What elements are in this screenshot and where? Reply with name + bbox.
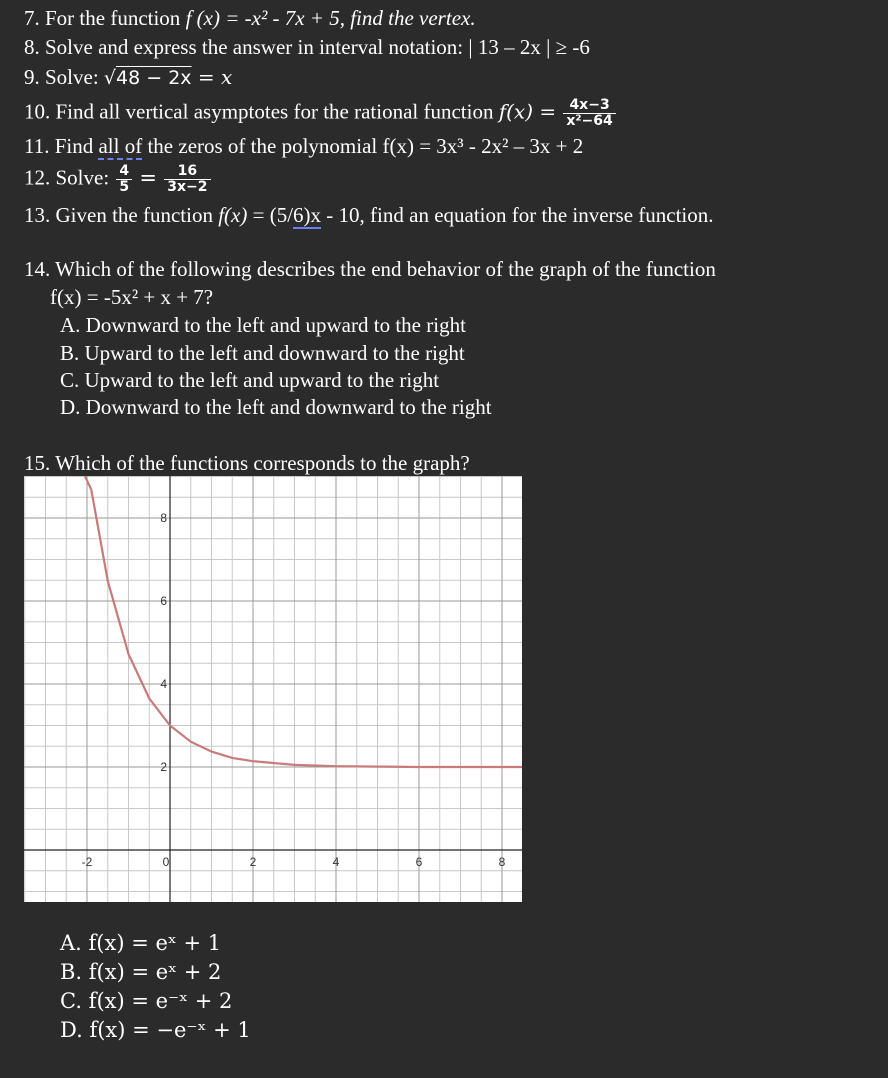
q12-rhs-den: 3x−2 (167, 179, 208, 195)
q10-text: 10. Find all vertical asymptotes for the rational function (24, 99, 499, 124)
q14-option-c (60, 367, 439, 393)
q9-prefix: 9. Solve: (24, 65, 104, 89)
q15-option-a (60, 930, 221, 956)
q15-option-d (60, 1017, 251, 1043)
question-12 (24, 164, 213, 195)
q10-numerator: 4x−3 (563, 98, 615, 114)
q13-mid: = (5/ (247, 203, 294, 227)
q12-lhs-num: 4 (116, 164, 132, 180)
q10-denominator: x²−64 (566, 113, 613, 129)
q15-option-a-text: A. f(x) = eˣ + 1 (60, 931, 222, 955)
q14-function: f(x) = -5x² + x + 7? (50, 285, 214, 309)
q14-option-b-text: B. Upward to the left and downward to the right (60, 341, 465, 365)
q15-option-b-text: B. f(x) = eˣ + 2 (60, 960, 222, 984)
q14-option-b (60, 340, 465, 366)
y-tick-label: 2 (160, 760, 167, 774)
q12-rhs-num: 16 (164, 164, 210, 180)
q15-option-c-text: C. f(x) = e⁻ˣ + 2 (60, 989, 233, 1013)
q11-prefix: 11. Find (24, 134, 99, 158)
q12-lhs-fraction (116, 164, 132, 195)
q9-radical: √48 − 2x (103, 67, 192, 89)
q12-equals: = (139, 165, 158, 190)
q10-fraction (563, 98, 615, 129)
q14-option-c-text: C. Upward to the left and upward to the right (60, 368, 440, 392)
curve-extension-top (85, 476, 91, 489)
question-8 (24, 34, 590, 60)
q13-suffix: - 10, find an equation for the inverse function. (321, 203, 714, 227)
q8-text: 8. Solve and express the answer in interval notation: | 13 – 2x | ≥ -6 (24, 35, 590, 59)
x-tick-label: 8 (498, 855, 506, 869)
graph-svg (24, 476, 522, 902)
q15-option-b (60, 959, 221, 985)
q14-option-d-text: D. Downward to the left and downward to the right (60, 395, 492, 419)
q12-lhs-den: 5 (119, 179, 130, 195)
q13-function: f(x) (218, 203, 248, 227)
question-7 (24, 5, 476, 31)
q11-suffix: the zeros of the polynomial f(x) = 3x³ - 2x² – 3x + 2 (142, 134, 584, 158)
question-13 (24, 202, 714, 228)
x-tick-label: 6 (415, 855, 423, 869)
x-tick-label: 4 (332, 855, 340, 869)
q13-prefix: 13. Given the function (24, 203, 219, 227)
q7-text: 7. For the function (24, 6, 186, 30)
function-graph (24, 476, 522, 902)
question-15 (24, 450, 470, 476)
q14-option-d (60, 394, 492, 420)
q13-underlined: 6)x (293, 203, 322, 227)
question-10 (24, 98, 618, 129)
y-tick-label: 6 (160, 594, 167, 608)
q12-prefix: 12. Solve: (24, 165, 115, 190)
question-11 (24, 133, 583, 159)
q15-option-d-text: D. f(x) = −e⁻ˣ + 1 (60, 1018, 251, 1042)
q11-all-of: all of (98, 134, 143, 158)
q9-suffix: = x (191, 65, 233, 89)
q12-rhs-fraction (164, 164, 210, 195)
q9-radicand: 48 − 2x (116, 67, 192, 89)
question-14-line1 (24, 256, 716, 282)
q15-text: 15. Which of the functions corresponds to the graph? (24, 451, 470, 475)
q14-option-a-text: A. Downward to the left and upward to the right (60, 313, 466, 337)
y-tick-label: 8 (160, 511, 167, 525)
x-tick-label: 0 (162, 855, 170, 869)
q14-text: 14. Which of the following describes the end behavior of the graph of the function (24, 257, 716, 281)
x-tick-label: -2 (81, 855, 93, 869)
q14-option-a (60, 312, 466, 338)
x-tick-label: 2 (249, 855, 257, 869)
y-tick-label: 4 (160, 677, 167, 691)
q15-option-c (60, 988, 232, 1014)
question-9 (24, 64, 232, 91)
question-14-line2 (50, 284, 213, 310)
q10-function: f(x) = (498, 99, 557, 124)
q7-function: f (x) = -x² - 7x + 5, find the vertex. (185, 6, 476, 30)
